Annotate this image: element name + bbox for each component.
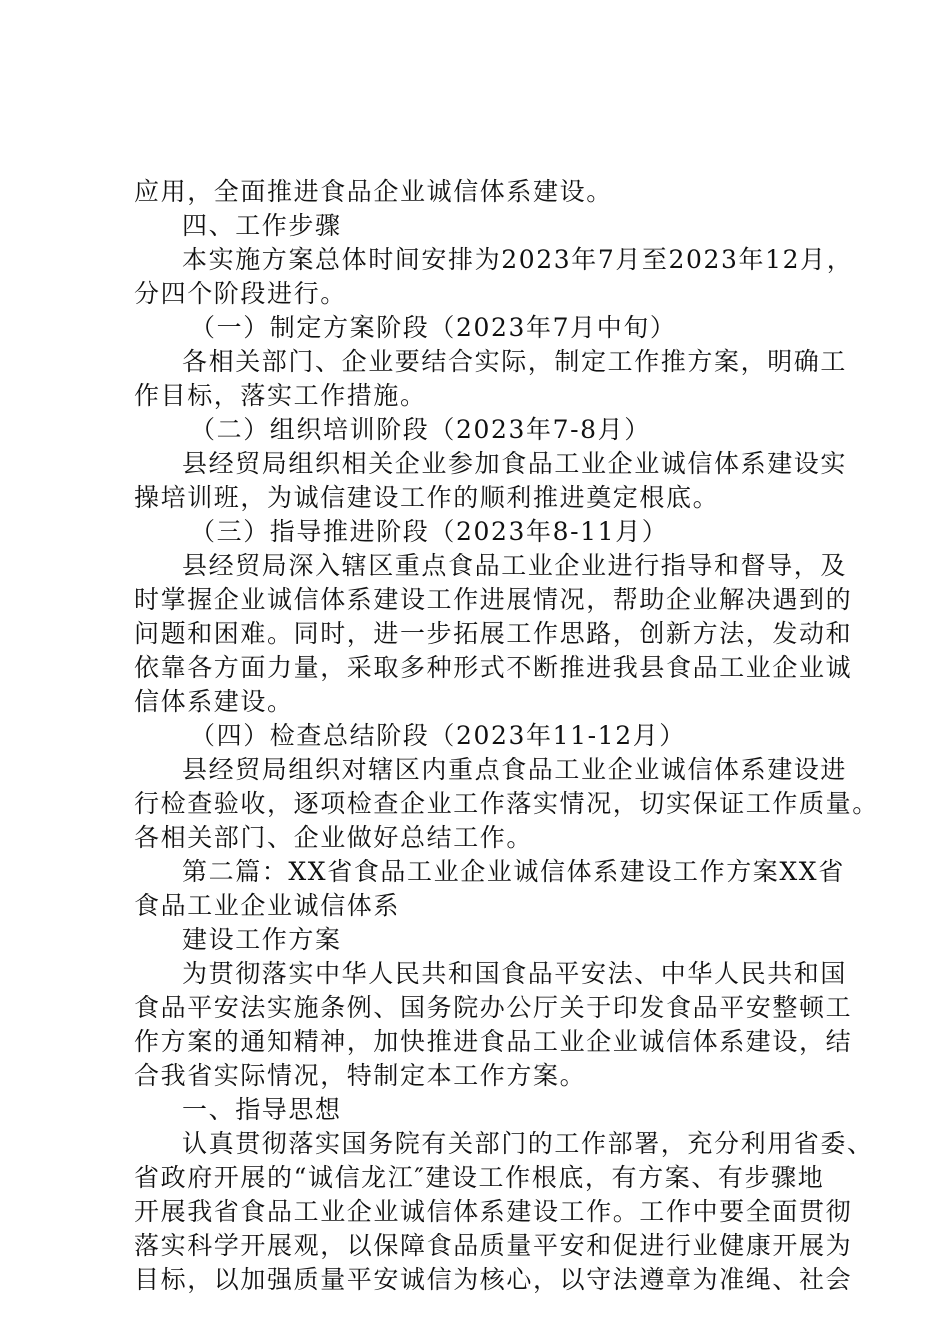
- text-line: 目标，以加强质量平安诚信为核心，以守法遵章为准绳、社会: [134, 1265, 853, 1294]
- text-line: 作目标，落实工作措施。: [134, 381, 427, 410]
- text-line: 食品工业企业诚信体系: [134, 891, 401, 920]
- text-line: 各相关部门、企业要结合实际，制定工作推方案，明确工: [182, 347, 848, 376]
- section-heading: 四、工作步骤: [182, 211, 342, 240]
- text-line: 县经贸局组织对辖区内重点食品工业企业诚信体系建设进: [182, 755, 848, 784]
- text-line: 操培训班，为诚信建设工作的顺利推进奠定根底。: [134, 483, 720, 512]
- text-line: 县经贸局深入辖区重点食品工业企业进行指导和督导，及: [182, 551, 848, 580]
- text-line: 落实科学开展观，以保障食品质量平安和促进行业健康开展为: [134, 1231, 853, 1260]
- text-line: 为贯彻落实中华人民共和国食品平安法、中华人民共和国: [182, 959, 848, 988]
- text-line: 食品平安法实施条例、国务院办公厅关于印发食品平安整顿工: [134, 993, 853, 1022]
- text-line: 时掌握企业诚信体系建设工作进展情况，帮助企业解决遇到的: [134, 585, 853, 614]
- text-line: 问题和困难。同时，进一步拓展工作思路，创新方法，发动和: [134, 619, 853, 648]
- chapter-heading: 第二篇：XX省食品工业企业诚信体系建设工作方案XX省: [182, 857, 845, 886]
- subsection-heading: （四）检查总结阶段（2023年11-12月）: [190, 721, 686, 750]
- text-line: 县经贸局组织相关企业参加食品工业企业诚信体系建设实: [182, 449, 848, 478]
- text-line: 合我省实际情况，特制定本工作方案。: [134, 1061, 587, 1090]
- text-line: 分四个阶段进行。: [134, 279, 347, 308]
- subsection-heading: （三）指导推进阶段（2023年8-11月）: [190, 517, 669, 546]
- text-line: 应用，全面推进食品企业诚信体系建设。: [134, 177, 613, 206]
- section-heading: 一、指导思想: [182, 1095, 342, 1124]
- subsection-heading: （一）制定方案阶段（2023年7月中旬）: [190, 313, 677, 342]
- text-line: 认真贯彻落实国务院有关部门的工作部署，充分利用省委、: [182, 1129, 874, 1158]
- text-line: 本实施方案总体时间安排为2023年7月至2023年12月，: [182, 245, 854, 274]
- text-line: 省政府开展的“诚信龙江″建设工作根底，有方案、有步骤地: [134, 1163, 825, 1192]
- text-line: 行检查验收，逐项检查企业工作落实情况，切实保证工作质量。: [134, 789, 879, 818]
- text-line: 建设工作方案: [182, 925, 342, 954]
- text-line: 依靠各方面力量，采取多种形式不断推进我县食品工业企业诚: [134, 653, 853, 682]
- text-line: 开展我省食品工业企业诚信体系建设工作。工作中要全面贯彻: [134, 1197, 853, 1226]
- text-line: 信体系建设。: [134, 687, 294, 716]
- subsection-heading: （二）组织培训阶段（2023年7-8月）: [190, 415, 651, 444]
- text-line: 作方案的通知精神，加快推进食品工业企业诚信体系建设，结: [134, 1027, 853, 1056]
- text-line: 各相关部门、企业做好总结工作。: [134, 823, 534, 852]
